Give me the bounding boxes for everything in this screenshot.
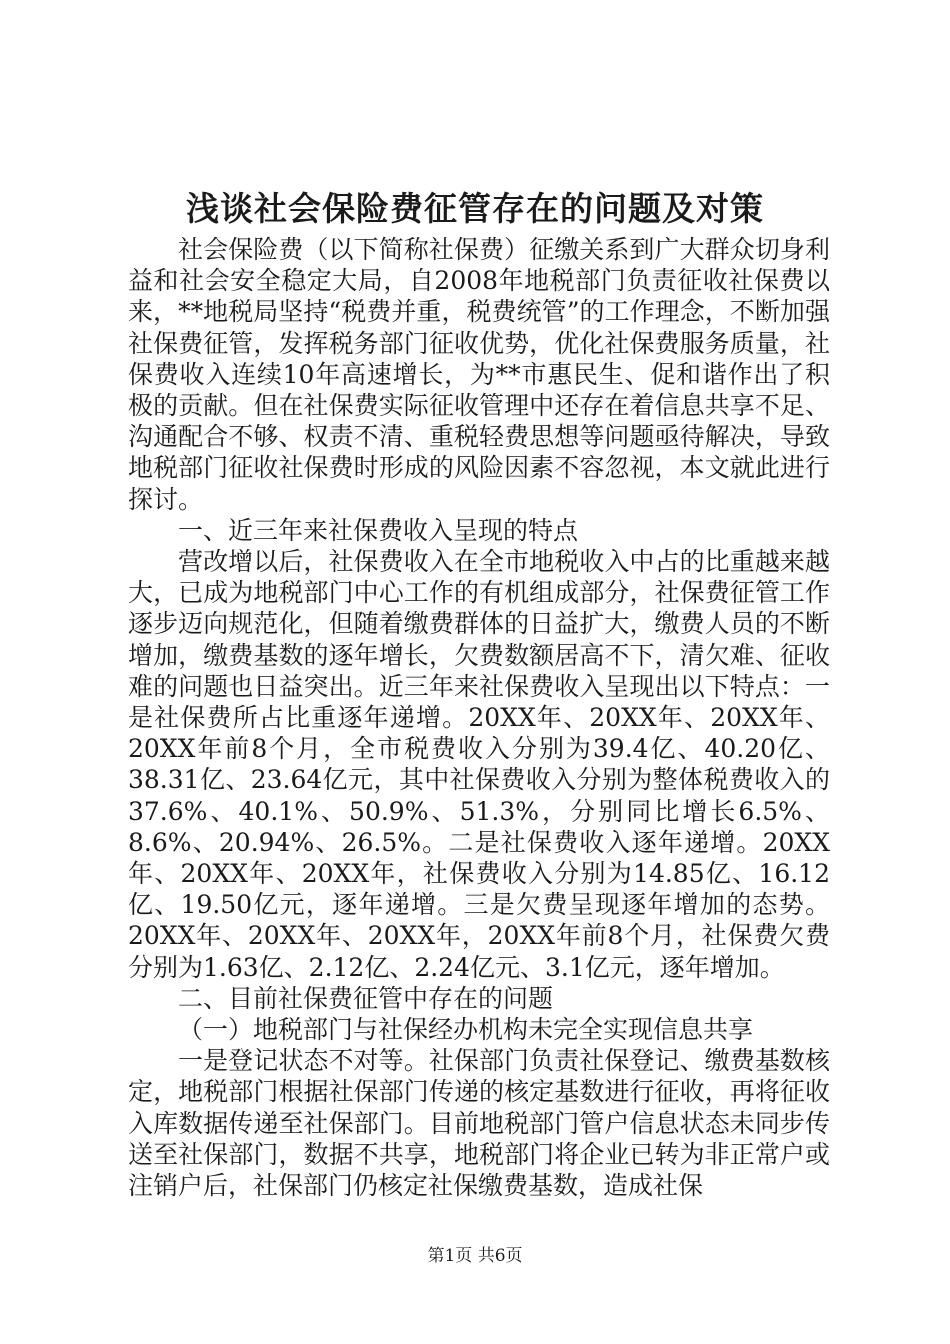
paragraph-registration: 一是登记状态不对等。社保部门负责社保登记、缴费基数核定，地税部门根据社保部门传递的核定基数进行征收，再将征收入库数据传递至社保部门。目前地税部门管户信息状态未同步传送至社保部门，数据不共享，地税部门将企业已转为非正常户或注销户后，社保部门仍核定社保缴费基数，造成社保 <box>128 1046 830 1201</box>
document-title: 浅谈社会保险费征管存在的问题及对策 <box>186 189 764 228</box>
document-body <box>128 234 830 1201</box>
section-heading-1: 一、近三年来社保费收入呈现的特点 <box>178 515 579 545</box>
subsection-heading-1: （一）地税部门与社保经办机构未完全实现信息共享 <box>178 1015 754 1045</box>
paragraph-intro: 社会保险费（以下简称社保费）征缴关系到广大群众切身利益和社会安全稳定大局，自2008年地税部门负责征收社保费以来，**地税局坚持“税费并重，税费统管”的工作理念，不断加强社保费征管，发挥税务部门征收优势，优化社保费服务质量，社保费收入连续10年高速增长，为**市惠民生、促和谐作出了积极的贡献。但在社保费实际征收管理中还存在着信息共享不足、沟通配合不够、权责不清、重税轻费思想等问题亟待解决，导致地税部门征收社保费时形成的风险因素不容忽视，本文就此进行探讨。 <box>128 235 830 514</box>
page-footer: 第1页 共6页 <box>427 1246 523 1266</box>
paragraph-features: 营改增以后，社保费收入在全市地税收入中占的比重越来越大，已成为地税部门中心工作的有机组成部分，社保费征管工作逐步迈向规范化，但随着缴费群体的日益扩大，缴费人员的不断增加，缴费基数的逐年增长，欠费数额居高不下，清欠难、征收难的问题也日益突出。近三年来社保费收入呈现出以下特点：一是社保费所占比重逐年递增。20XX年、20XX年、20XX年、20XX年前8个月，全市税费收入分别为39.4亿、40.20亿、38.31亿、23.64亿元，其中社保费收入分别为整体税费收入的37.6%、40.1%、50.9%、51.3%，分别同比增长6.5%、8.6%、20.94%、26.5%。二是社保费收入逐年递增。20XX年、20XX年、20XX年，社保费收入分别为14.85亿、16.12亿、19.50亿元，逐年递增。三是欠费呈现逐年增加的态势。20XX年、20XX年、20XX年，20XX年前8个月，社保费欠费分别为1.63亿、2.12亿、2.24亿元、3.1亿元，逐年增加。 <box>128 547 830 982</box>
section-heading-2: 二、目前社保费征管中存在的问题 <box>178 983 554 1013</box>
